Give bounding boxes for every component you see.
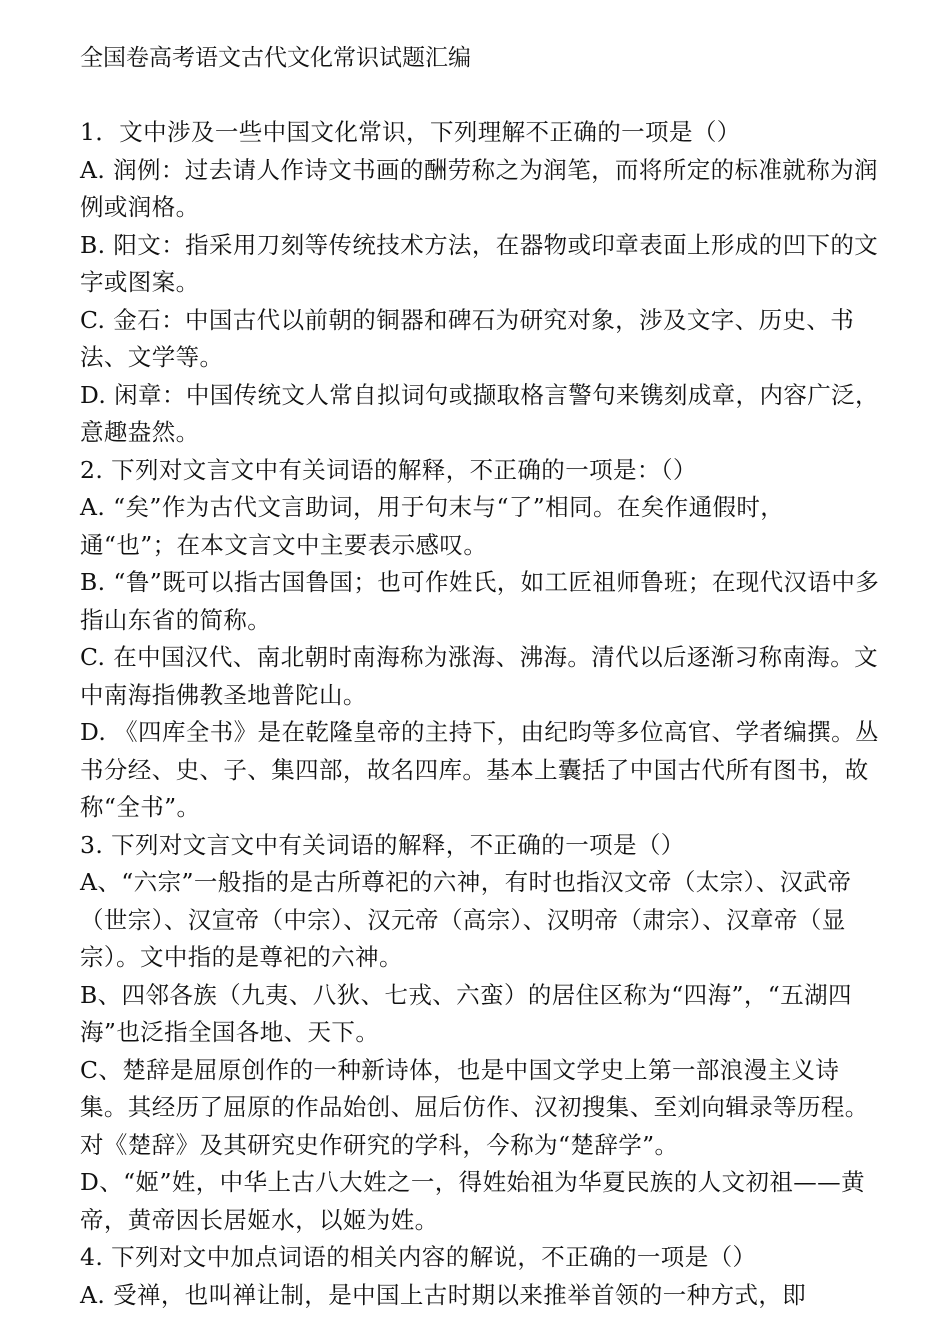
option-b: B、四邻各族（九夷、八狄、七戎、六蛮）的居住区称为“四海”，“五湖四海”也泛指全国各地、天下。 (80, 980, 852, 1046)
option-a: A. “矣”作为古代文言助词，用于句末与“了”相同。在矣作通假时，通“也”；在本文言文中主要表示感叹。 (80, 493, 785, 559)
option-d: D. 《四库全书》是在乾隆皇帝的主持下，由纪昀等多位高官、学者编撰。丛书分经、史、子、集四部，故名四库。基本上囊括了中国古代所有图书，故称“全书”。 (80, 718, 879, 821)
option-a: A. 润例：过去请人作诗文书画的酬劳称之为润笔，而将所定的标准就称为润例或润格。 (80, 155, 878, 221)
question-stem: 4. 下列对文中加点词语的相关内容的解说，不正确的一项是（） (80, 1243, 757, 1271)
option-c: C、楚辞是屈原创作的一种新诗体，也是中国文学史上第一部浪漫主义诗集。其经历了屈原的作品始创、屈后仿作、汉初搜集、至刘向辑录等历程。对《楚辞》及其研究史作研究的学科，今称为“楚辞学”。 (80, 1055, 869, 1159)
option-a: A. 受禅，也叫禅让制，是中国上古时期以来推举首领的一种方式，即 (80, 1280, 807, 1309)
option-c: C. 金石：中国古代以前朝的铜器和碑石为研究对象，涉及文字、历史、书法、文学等。 (80, 305, 855, 371)
question-stem: 3. 下列对文言文中有关词语的解释，不正确的一项是（） (80, 830, 685, 859)
question-4 (80, 1239, 880, 1314)
question-stem: 1．文中涉及一些中国文化常识，下列理解不正确的一项是（） (80, 118, 741, 146)
question-2 (80, 452, 880, 827)
document-page (80, 40, 880, 1314)
document-title: 全国卷高考语文古代文化常识试题汇编 (80, 45, 471, 71)
question-3 (80, 827, 880, 1240)
option-b: B. 阳文：指采用刀刻等传统技术方法，在器物或印章表面上形成的凹下的文字或图案。 (80, 230, 879, 296)
question-1 (80, 114, 880, 452)
option-a: A、“六宗”一般指的是古所尊祀的六神，有时也指汉文帝（太宗）、汉武帝（世宗）、汉宣帝（中宗）、汉元帝（高宗）、汉明帝（肃宗）、汉章帝（显宗）。文中指的是尊祀的六神。 (80, 868, 852, 971)
question-stem: 2. 下列对文言文中有关词语的解释，不正确的一项是：（） (80, 455, 697, 484)
option-b: B. “鲁”既可以指古国鲁国；也可作姓氏，如工匠祖师鲁班；在现代汉语中多指山东省的简称。 (80, 568, 880, 634)
option-d: D. 闲章：中国传统文人常自拟词句或撷取格言警句来镌刻成章，内容广泛，意趣盎然。 (80, 380, 879, 446)
option-d: D、“姬”姓，中华上古八大姓之一，得姓始祖为华夏民族的人文初祖——黄帝，黄帝因长居姬水，以姬为姓。 (80, 1168, 865, 1234)
option-c: C. 在中国汉代、南北朝时南海称为涨海、沸海。清代以后逐渐习称南海。文中南海指佛教圣地普陀山。 (80, 643, 879, 709)
